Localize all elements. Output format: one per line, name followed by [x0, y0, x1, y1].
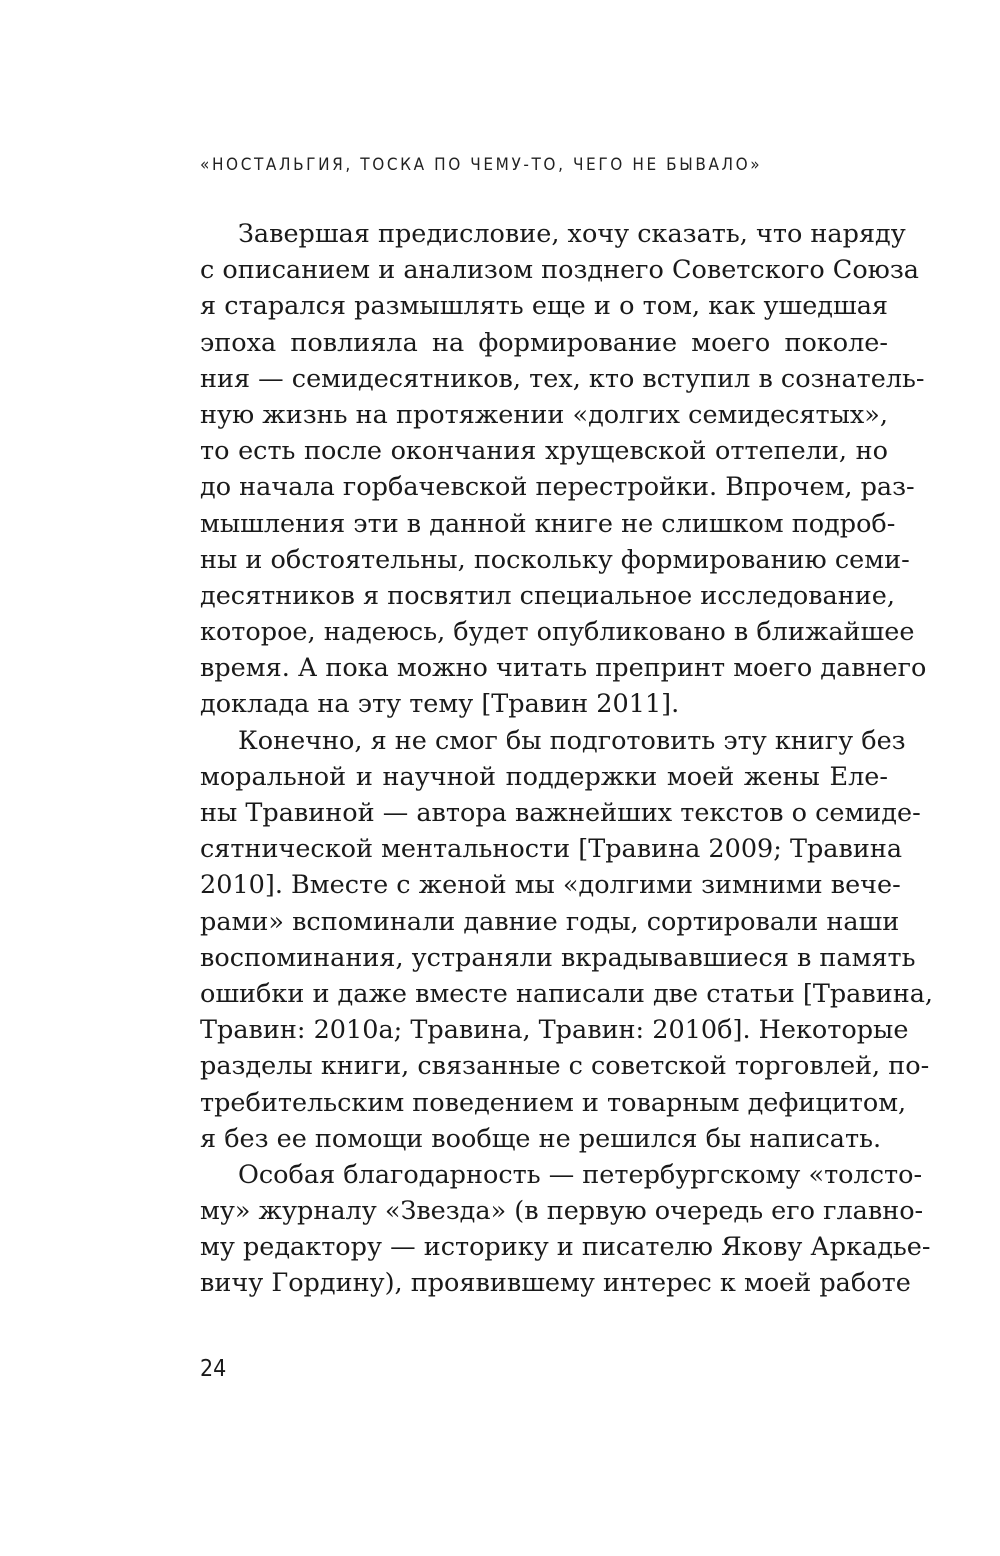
text-line: ошибки и даже вместе написали две статьи [Травина, [200, 978, 934, 1009]
running-head: «НОСТАЛЬГИЯ, ТОСКА ПО ЧЕМУ-ТО, ЧЕГО НЕ БЫВАЛО» [200, 155, 763, 175]
text-line: требительским поведением и товарным дефицитом, [200, 1087, 907, 1118]
paragraph-1 [200, 216, 927, 723]
text-line: с описанием и анализом позднего Советского Союза [200, 255, 919, 286]
text-line: Конечно, я не смог бы подготовить эту книгу без [238, 725, 906, 756]
text-line: вичу Гордину), проявившему интерес к моей работе [200, 1268, 911, 1299]
text-line: му» журналу «Звезда» (в первую очередь его главно- [200, 1196, 924, 1227]
text-line: разделы книги, связанные с советской торговлей, по- [200, 1051, 930, 1082]
text-line: Завершая предисловие, хочу сказать, что наряду [238, 219, 906, 249]
text-line: ны Травиной — автора важнейших текстов о семиде- [200, 798, 921, 828]
text-line: Травин: 2010а; Травина, Травин: 2010б]. Некоторые [200, 1015, 909, 1046]
body-text [200, 216, 934, 1302]
text-line: до начала горбачевской перестройки. Впрочем, раз- [200, 472, 915, 503]
text-line: ны и обстоятельны, поскольку формированию семи- [200, 544, 910, 575]
text-line: 2010]. Вместе с женой мы «долгими зимними вече- [200, 870, 901, 901]
text-line: сятнической ментальности [Травина 2009; Травина [200, 834, 903, 865]
text-line: ную жизнь на протяжении «долгих семидесятых», [200, 399, 889, 430]
text-line: которое, надеюсь, будет опубликовано в ближайшее [200, 617, 915, 648]
text-line: му редактору — историку и писателю Якову Аркадье- [200, 1232, 931, 1263]
paragraph-3 [200, 1157, 931, 1302]
text-line: моральной и научной поддержки моей жены Еле- [200, 761, 888, 792]
text-line: мышления эти в данной книге не слишком подроб- [200, 508, 896, 539]
text-line: Особая благодарность — петербургскому «толсто- [238, 1159, 923, 1190]
text-line: десятников я посвятил специальное исследование, [200, 580, 895, 611]
text-line: ния — семидесятников, тех, кто вступил в сознатель- [200, 363, 925, 394]
text-line: эпоха повлияла на формирование моего поколе- [200, 327, 888, 358]
text-line: то есть после окончания хрущевской оттепели, но [200, 436, 888, 467]
page-number: 24 [200, 1356, 227, 1382]
text-line: я без ее помощи вообще не решился бы написать. [200, 1123, 882, 1154]
text-line: время. А пока можно читать препринт моего давнего [200, 653, 927, 684]
paragraph-2 [200, 723, 934, 1157]
text-line: доклада на эту тему [Травин 2011]. [200, 689, 680, 720]
text-line: воспоминания, устраняли вкрадывавшиеся в память [200, 942, 916, 973]
text-line: я старался размышлять еще и о том, как ушедшая [200, 291, 888, 322]
text-line: рами» вспоминали давние годы, сортировали наши [200, 906, 900, 937]
